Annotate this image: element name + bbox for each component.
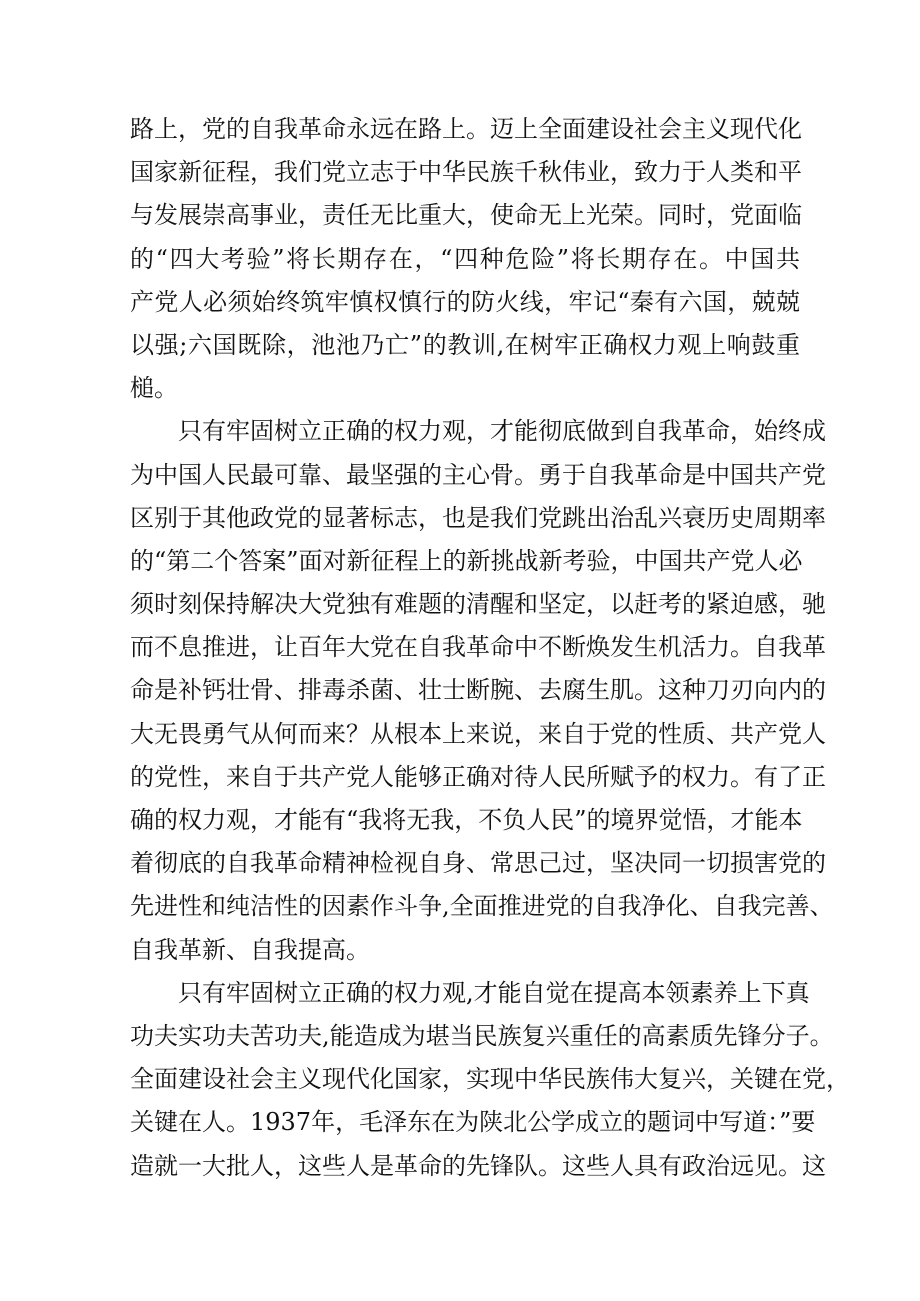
text-line: 国家新征程，我们党立志于中华民族千秋伟业，致力于人类和平 <box>130 158 802 187</box>
text-line: 槌。 <box>130 374 178 403</box>
text-line: 路上，党的自我革命永远在路上。迈上全面建设社会主义现代化 <box>130 115 802 143</box>
text-line: 只有牢固树立正确的权力观,才能自觉在提高本领素养上下真 <box>178 978 810 1007</box>
text-line: 造就一大批人，这些人是革命的先锋队。这些人具有政治远见。这 <box>130 1151 826 1180</box>
text-line: 功夫实功夫苦功夫,能造成为堪当民族复兴重任的高素质先锋分子。 <box>130 1021 834 1050</box>
text-line: 大无畏勇气从何而来？从根本上来说，来自于党的性质、共产党人 <box>130 719 826 748</box>
text-line: 只有牢固树立正确的权力观，才能彻底做到自我革命，始终成 <box>178 417 826 446</box>
paragraph-p1 <box>130 108 800 410</box>
text-line: 以强;六国既除，池池乃亡”的教训,在树牢正确权力观上响鼓重 <box>130 330 800 359</box>
text-line: 与发展崇高事业，责任无比重大，使命无上光荣。同时，党面临 <box>130 201 802 230</box>
text-line: 的“第二个答案”面对新征程上的新挑战新考验，中国共产党人必 <box>130 546 803 575</box>
paragraph-p3 <box>130 972 850 1188</box>
text-line: 命是补钙壮骨、排毒杀菌、壮士断腕、去腐生肌。这种刀刃向内的 <box>130 676 826 705</box>
text-line: 着彻底的自我革命精神检视自身、常思己过，坚决同一切损害党的 <box>130 849 826 878</box>
text-line: 自我革新、自我提高。 <box>130 935 370 964</box>
text-line: 区别于其他政党的显著标志，也是我们党跳出治乱兴衰历史周期率 <box>130 503 826 532</box>
text-line: 关键在人。1937年，毛泽东在为陕北公学成立的题词中写道：”要 <box>130 1108 816 1137</box>
paragraph-p2 <box>130 410 834 971</box>
text-line: 的党性，来自于共产党人能够正确对待人民所赋予的权力。有了正 <box>130 762 826 791</box>
text-line: 为中国人民最可靠、最坚强的主心骨。勇于自我革命是中国共产党 <box>130 460 826 489</box>
text-line: 全面建设社会主义现代化国家，实现中华民族伟大复兴，关键在党， <box>130 1065 850 1094</box>
text-line: 须时刻保持解决大党独有难题的清醒和坚定，以赶考的紧迫感，驰 <box>130 590 826 619</box>
text-line: 的“四大考验”将长期存在，“四种危险”将长期存在。中国共 <box>130 244 800 273</box>
text-line: 先进性和纯洁性的因素作斗争,全面推进党的自我净化、自我完善、 <box>130 892 834 921</box>
text-line: 而不息推进，让百年大党在自我革命中不断焕发生机活力。自我革 <box>130 633 826 662</box>
body-text <box>130 108 850 1188</box>
text-line: 确的权力观，才能有“我将无我，不负人民”的境界觉悟，才能本 <box>130 806 803 834</box>
text-line: 产党人必须始终筑牢慎权慎行的防火线，牢记“秦有六国，兢兢 <box>130 287 800 316</box>
